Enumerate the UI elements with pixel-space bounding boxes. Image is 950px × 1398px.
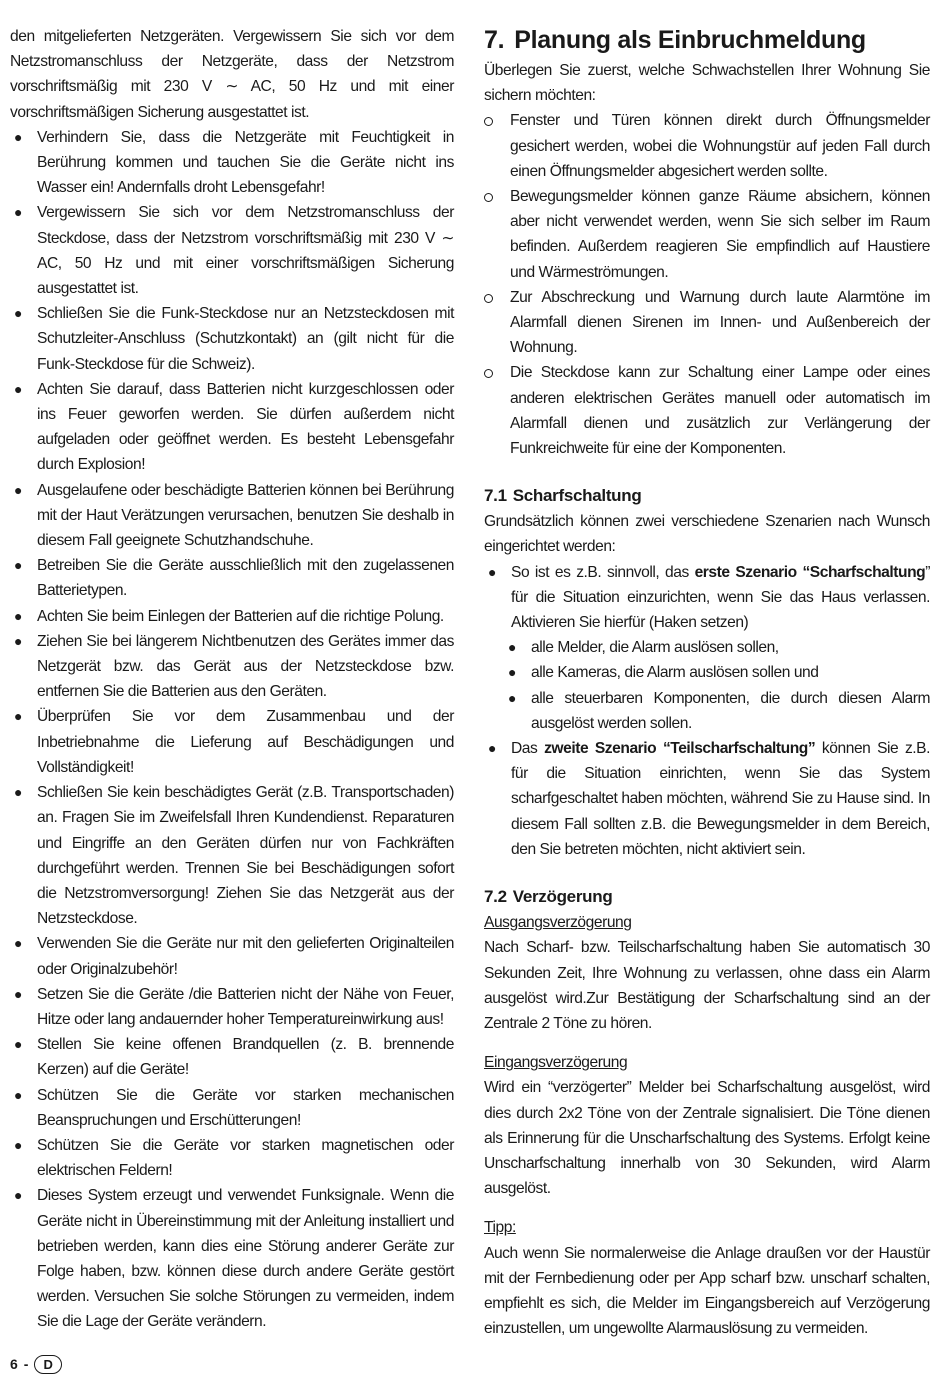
list-item: ● Schließen Sie kein beschädigtes Gerät (z.B. Transportschaden) an. Fragen Sie im Zweifelsfall Ihren Kundendienst. Reparaturen und Eingriffe an den Geräten dürfen nur von Fachkräften durchgeführt werden. Trennen Sie bei Beschädigungen sofort die Netzstromversorgung! Ziehen Sie das Netzgerät aus der Netzsteckdose. xyxy=(10,780,454,931)
bullet-icon: ● xyxy=(14,481,23,498)
list-item: ● alle Melder, die Alarm auslösen sollen, xyxy=(484,635,930,660)
section-title: Verzögerung xyxy=(512,887,613,907)
bullet-icon: ● xyxy=(508,639,517,656)
list-item: ● alle steuerbaren Komponenten, die durch diesen Alarm ausgelöst werden sollen. xyxy=(484,686,930,736)
exit-delay-text: Nach Scharf- bzw. Teilscharfschaltung haben Sie automatisch 30 Sekunden Zeit, Ihre Wohnung zu verlassen, ohne dass ein Alarm ausgelöst wird.Zur Bestätigung der Scharfschaltung sind an der Zentrale 2 Töne zu hören. xyxy=(484,939,930,1032)
list-item: Zur Abschreckung und Warnung durch laute Alarmtöne im Alarmfall dienen Sirenen im Innen- und Außenbereich der Wohnung. xyxy=(484,285,930,361)
list-item: ● Verwenden Sie die Geräte nur mit den gelieferten Originalteilen oder Originalzubehör! xyxy=(10,931,454,981)
bullet-icon: ● xyxy=(14,128,23,145)
list-item: ● Schützen Sie die Geräte vor starken mechanischen Beanspruchungen und Erschütterungen! xyxy=(10,1083,454,1133)
list-item: ● Setzen Sie die Geräte /die Batterien nicht der Nähe von Feuer, Hitze oder lang andauernder hoher Temperatureinwirkung aus! xyxy=(10,982,454,1032)
circle-bullet-icon xyxy=(484,369,493,378)
entry-delay-label: Eingangsverzögerung xyxy=(484,1054,628,1072)
list-item: ● Schützen Sie die Geräte vor starken magnetischen oder elektrischen Feldern! xyxy=(10,1133,454,1183)
section-7-1-intro: Grundsätzlich können zwei verschiedene Szenarien nach Wunsch eingerichtet werden: xyxy=(484,513,930,556)
spacer xyxy=(484,862,930,884)
page-footer xyxy=(10,1352,62,1376)
list-item: Fenster und Türen können direkt durch Öffnungsmelder gesichert werden, wobei die Wohnungstür auf jeden Fall durch einen Öffnungsmelder abgesichert werden sollte. xyxy=(484,108,930,184)
bullet-icon: ● xyxy=(14,784,23,801)
scenario-1-item: ● So ist es z.B. sinnvoll, das erste Szenario “Scharfschaltung” für die Situation einzurichten, wenn Sie das Haus verlassen. Aktivieren Sie hierfür (Haken setzen) ● alle Melder, die Alarm auslösen sollen, ● alle Kameras, die Alarm auslösen sollen und ● alle steuerbaren Komponenten, die durch diesen Alarm ausgelöst werden sollen. xyxy=(484,560,930,736)
list-item: ● Dieses System erzeugt und verwendet Funksignale. Wenn die Geräte nicht in Übereinstimmung mit der Anleitung installiert und betrieben werden, kann dies eine Störung anderer Geräte zur Folge haben, bzw. können diese durch andere Geräte gestört werden. Versuchen Sie solche Störungen zu vermeiden, indem Sie die Lage der Geräte verändern. xyxy=(10,1183,454,1334)
country-badge: D xyxy=(34,1355,61,1374)
bullet-icon: ● xyxy=(14,935,23,952)
scenario-2-name: zweite Szenario “Teilscharfschaltung” xyxy=(544,740,816,758)
activation-sublist xyxy=(484,635,930,736)
list-item: ● Ausgelaufene oder beschädigte Batterien können bei Berührung mit der Haut Verätzungen verursachen, benutzen Sie deshalb in diesem Fall geeignete Schutzhandschuhe. xyxy=(10,478,454,554)
bullet-icon: ● xyxy=(14,1086,23,1103)
section-7-1-heading xyxy=(484,483,930,509)
list-item: ● alle Kameras, die Alarm auslösen sollen und xyxy=(484,660,930,685)
spacer xyxy=(484,1201,930,1215)
tip-text: Auch wenn Sie normalerweise die Anlage draußen vor der Haustür mit der Fernbedienung oder per App scharf bzw. unscharf schalten, empfiehlt es sich, die Melder im Eingangsbereich auf Verzögerung einzustellen, um ungewollte Alarmauslösung zu vermeiden. xyxy=(484,1244,930,1338)
bullet-icon: ● xyxy=(14,557,23,574)
section-7-2-heading xyxy=(484,884,930,910)
scenario-list xyxy=(484,560,930,862)
list-item: ● Ziehen Sie bei längerem Nichtbenutzen des Gerätes immer das Netzgerät bzw. das Gerät aus der Netzsteckdose bzw. entfernen Sie die Batterien aus den Geräten. xyxy=(10,629,454,705)
list-item: Bewegungsmelder können ganze Räume absichern, können aber nicht verwendet werden, wenn Sie sich selber im Raum befinden. Außerdem reagieren Sie empfindlich auf Haustiere und Wärmeströmungen. xyxy=(484,184,930,285)
bullet-icon: ● xyxy=(508,689,517,706)
list-item: ● Betreiben Sie die Geräte ausschließlich mit den zugelassenen Batterietypen. xyxy=(10,553,454,603)
bullet-icon: ● xyxy=(14,380,23,397)
scenario-1-name: erste Szenario “Scharfschaltung xyxy=(694,563,926,581)
spacer xyxy=(484,1036,930,1050)
section-number: 7. xyxy=(484,26,505,54)
bullet-icon: ● xyxy=(14,1136,23,1153)
bullet-icon: ● xyxy=(14,1187,23,1204)
section-number: 7.1 xyxy=(484,486,507,506)
list-item: Die Steckdose kann zur Schaltung einer Lampe oder eines anderen elektrischen Gerätes manuell oder automatisch im Alarmfall dienen und zusätzlich zur Verlängerung der Funkreichweite für eine der Komponenten. xyxy=(484,360,930,461)
left-column xyxy=(10,24,454,1335)
list-item: ● Stellen Sie keine offenen Brandquellen (z. B. brennende Kerzen) auf die Geräte! xyxy=(10,1032,454,1082)
bullet-icon: ● xyxy=(14,607,23,624)
list-item: ● Verhindern Sie, dass die Netzgeräte mit Feuchtigkeit in Berührung kommen und tauchen Sie die Geräte nicht ins Wasser ein! Andernfalls droht Lebensgefahr! xyxy=(10,125,454,201)
section-title: Scharfschaltung xyxy=(512,486,642,506)
circle-bullet-icon xyxy=(484,117,493,126)
spacer xyxy=(484,461,930,483)
circle-bullet-icon xyxy=(484,294,493,303)
list-item: ● Überprüfen Sie vor dem Zusammenbau und der Inbetriebnahme die Lieferung auf Beschädigungen und Vollständigkeit! xyxy=(10,704,454,780)
entry-delay-text: Wird ein “verzögerter” Melder bei Scharfschaltung ausgelöst, wird dies durch 2x2 Töne von der Zentrale signalisiert. Die Töne dienen als Erinnerung für die Unscharfschaltung des Systems. Erfolgt keine Unscharfschaltung innerhalb von 30 Sekunden, wird Alarm ausgelöst. xyxy=(484,1079,930,1198)
bullet-icon: ● xyxy=(14,985,23,1002)
bullet-icon: ● xyxy=(14,708,23,725)
bullet-icon: ● xyxy=(14,1036,23,1053)
section-7-heading xyxy=(484,24,930,56)
right-column xyxy=(484,24,930,1341)
intro-paragraph: den mitgelieferten Netzgeräten. Vergewissern Sie sich vor dem Netzstromanschluss der Netzgeräte, dass der Netzstrom vorschriftsmäßig mit 230 V ∼ AC, 50 Hz und mit einer vorschriftsmäßigen Sicherung ausgestattet ist. xyxy=(10,28,454,121)
safety-bullet-list xyxy=(10,125,454,1335)
bullet-icon: ● xyxy=(14,305,23,322)
page-number: 6 xyxy=(10,1356,18,1372)
list-item: ● Schließen Sie die Funk-Steckdose nur an Netzsteckdosen mit Schutzleiter-Anschluss (Schutzkontakt) an (gilt nicht für die Funk-Steckdose für die Schweiz). xyxy=(10,301,454,377)
section-number: 7.2 xyxy=(484,887,507,907)
bullet-icon: ● xyxy=(508,664,517,681)
list-item: ● Achten Sie darauf, dass Batterien nicht kurzgeschlossen oder ins Feuer geworfen werden. Sie dürfen außerdem nicht aufgeladen oder geöffnet werden. Es besteht Lebensgefahr durch Explosion! xyxy=(10,377,454,478)
list-item: ● Achten Sie beim Einlegen der Batterien auf die richtige Polung. xyxy=(10,604,454,629)
section-7-intro: Überlegen Sie zuerst, welche Schwachstellen Ihrer Wohnung Sie sichern möchten: xyxy=(484,62,930,105)
weak-points-list xyxy=(484,108,930,461)
list-item: ● Vergewissern Sie sich vor dem Netzstromanschluss der Steckdose, dass der Netzstrom vorschriftsmäßig mit 230 V ∼ AC, 50 Hz und mit einer vorschriftsmäßigen Sicherung ausgestattet ist. xyxy=(10,200,454,301)
bullet-icon: ● xyxy=(488,740,497,757)
bullet-icon: ● xyxy=(14,632,23,649)
bullet-icon: ● xyxy=(488,563,497,580)
bullet-icon: ● xyxy=(14,204,23,221)
footer-separator: - xyxy=(23,1356,29,1372)
circle-bullet-icon xyxy=(484,193,493,202)
exit-delay-label: Ausgangsverzögerung xyxy=(484,914,632,932)
section-title: Planung als Einbruchmeldung xyxy=(514,26,866,54)
tip-label: Tipp: xyxy=(484,1219,516,1237)
scenario-2-item: ● Das zweite Szenario “Teilscharfschaltung” können Sie z.B. für die Situation einrichten, wenn Sie das System scharfgeschaltet haben möchten, während Sie zu Hause sind. In diesem Fall sollten z.B. die Bewegungsmelder in dem Bereich, den Sie betreten möchten, nicht aktiviert sein. xyxy=(484,736,930,862)
